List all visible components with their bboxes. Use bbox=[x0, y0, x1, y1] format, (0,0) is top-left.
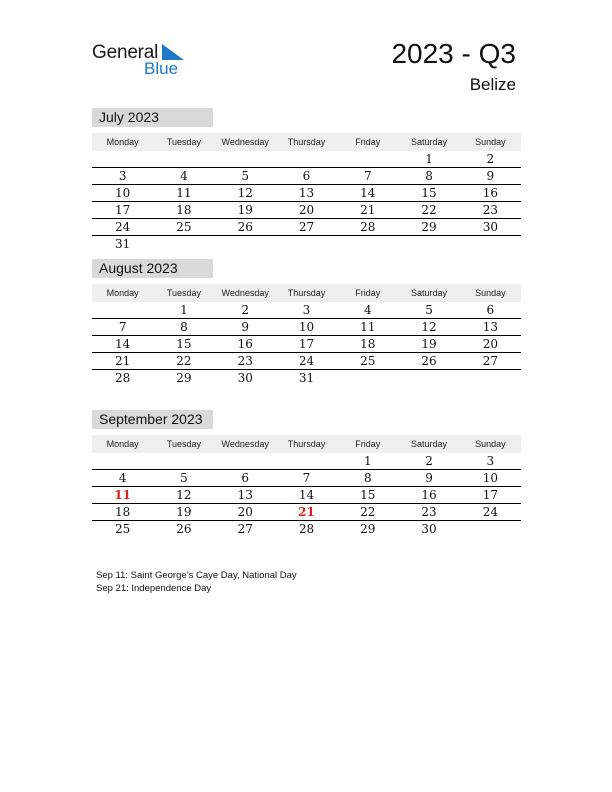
day-cell: 9 bbox=[425, 471, 433, 485]
day-cell: 17 bbox=[482, 488, 498, 502]
week-row bbox=[92, 370, 521, 386]
day-cell: 11 bbox=[360, 320, 376, 334]
day-cell: 29 bbox=[421, 220, 437, 234]
weekday-label: Saturday bbox=[411, 288, 448, 298]
day-cell: 5 bbox=[425, 303, 433, 317]
empty-day-cell bbox=[337, 370, 398, 386]
day-cell: 23 bbox=[237, 354, 253, 368]
day-cell: 15 bbox=[421, 186, 437, 200]
day-cell: 30 bbox=[237, 371, 253, 385]
empty-day-cell bbox=[398, 236, 459, 252]
day-cell: 30 bbox=[421, 522, 437, 536]
holiday-notes bbox=[96, 569, 297, 595]
month-block-july bbox=[92, 108, 521, 252]
day-cell: 12 bbox=[176, 488, 192, 502]
logo-word-general: General bbox=[92, 42, 159, 63]
day-cell: 10 bbox=[482, 471, 498, 485]
day-cell: 13 bbox=[482, 320, 498, 334]
week-row bbox=[92, 202, 521, 219]
day-cell: 1 bbox=[363, 454, 372, 468]
day-cell: 26 bbox=[237, 220, 253, 234]
day-cell: 18 bbox=[115, 505, 131, 519]
day-cell: 27 bbox=[482, 354, 498, 368]
day-cell: 28 bbox=[115, 371, 131, 385]
week-row bbox=[92, 521, 521, 537]
empty-day-cell bbox=[276, 236, 337, 252]
day-cell: 27 bbox=[298, 220, 315, 234]
day-cell: 22 bbox=[176, 354, 192, 368]
week-row bbox=[92, 319, 521, 336]
day-cell: 13 bbox=[298, 186, 315, 200]
day-cell: 13 bbox=[237, 488, 253, 502]
weekday-label: Monday bbox=[106, 288, 139, 298]
holiday-note: Sep 21: Independence Day bbox=[96, 583, 212, 594]
day-cell: 21 bbox=[115, 354, 131, 368]
weekday-label: Sunday bbox=[475, 137, 506, 147]
day-cell: 4 bbox=[180, 169, 188, 183]
week-row bbox=[92, 151, 521, 168]
empty-day-cell bbox=[92, 453, 153, 469]
month-label: August 2023 bbox=[92, 259, 213, 278]
day-cell: 18 bbox=[360, 337, 376, 351]
empty-day-cell bbox=[337, 236, 398, 252]
day-cell: 7 bbox=[363, 169, 372, 183]
weekday-label: Sunday bbox=[475, 288, 506, 298]
day-cell: 23 bbox=[482, 203, 498, 217]
week-row bbox=[92, 470, 521, 487]
weekday-label: Friday bbox=[355, 288, 381, 298]
day-cell: 19 bbox=[176, 505, 192, 519]
day-cell: 25 bbox=[360, 354, 376, 368]
day-cell: 29 bbox=[360, 522, 376, 536]
weekday-label: Sunday bbox=[475, 439, 506, 449]
day-cell: 12 bbox=[237, 186, 253, 200]
logo-word-blue: Blue bbox=[144, 59, 179, 78]
day-cell: 16 bbox=[421, 488, 437, 502]
day-cell: 10 bbox=[115, 186, 131, 200]
day-cell: 4 bbox=[118, 471, 127, 485]
week-row bbox=[92, 487, 521, 504]
day-cell: 26 bbox=[176, 522, 192, 536]
empty-day-cell bbox=[92, 151, 153, 167]
day-cell: 6 bbox=[302, 169, 311, 183]
day-cell: 20 bbox=[482, 337, 498, 351]
day-cell: 2 bbox=[425, 454, 433, 468]
day-cell: 5 bbox=[180, 471, 188, 485]
week-row bbox=[92, 453, 521, 470]
weekday-label: Tuesday bbox=[166, 137, 202, 147]
day-cell: 28 bbox=[298, 522, 315, 536]
day-cell: 31 bbox=[115, 237, 131, 251]
day-cell: 15 bbox=[360, 488, 376, 502]
empty-day-cell bbox=[153, 151, 214, 167]
week-row bbox=[92, 185, 521, 202]
day-cell: 7 bbox=[302, 471, 311, 485]
empty-day-cell bbox=[337, 151, 398, 167]
weekday-header bbox=[92, 133, 521, 151]
weekday-label: Wednesday bbox=[221, 137, 269, 147]
day-cell: 3 bbox=[302, 303, 311, 317]
day-cell: 11 bbox=[176, 186, 192, 200]
day-cell: 19 bbox=[421, 337, 437, 351]
weekday-label: Saturday bbox=[411, 137, 448, 147]
day-cell: 20 bbox=[237, 505, 253, 519]
day-cell: 10 bbox=[298, 320, 315, 334]
day-cell: 29 bbox=[176, 371, 192, 385]
day-cell: 6 bbox=[241, 471, 250, 485]
day-cell: 22 bbox=[421, 203, 437, 217]
day-cell: 3 bbox=[118, 169, 127, 183]
day-cell: 26 bbox=[421, 354, 437, 368]
week-row bbox=[92, 236, 521, 252]
empty-day-cell bbox=[153, 453, 214, 469]
weekday-label: Wednesday bbox=[221, 439, 269, 449]
day-cell: 16 bbox=[237, 337, 253, 351]
weekday-label: Friday bbox=[355, 439, 381, 449]
day-cell: 31 bbox=[298, 371, 315, 385]
day-cell: 3 bbox=[486, 454, 495, 468]
day-cell: 14 bbox=[360, 186, 376, 200]
week-row bbox=[92, 353, 521, 370]
weekday-label: Monday bbox=[106, 137, 139, 147]
weekday-header bbox=[92, 435, 521, 453]
week-row bbox=[92, 302, 521, 319]
day-cell: 15 bbox=[176, 337, 192, 351]
weekday-label: Monday bbox=[106, 439, 139, 449]
day-cell: 1 bbox=[425, 152, 433, 166]
day-cell: 23 bbox=[421, 505, 437, 519]
day-cell: 17 bbox=[298, 337, 315, 351]
day-cell: 8 bbox=[425, 169, 433, 183]
weekday-label: Friday bbox=[355, 137, 381, 147]
empty-day-cell bbox=[460, 521, 521, 537]
weekday-label: Tuesday bbox=[166, 288, 202, 298]
logo-triangle-icon bbox=[162, 44, 184, 60]
day-cell: 8 bbox=[180, 320, 188, 334]
weekday-label: Wednesday bbox=[221, 288, 269, 298]
week-row bbox=[92, 168, 521, 185]
day-cell: 24 bbox=[115, 220, 131, 234]
day-cell: 14 bbox=[115, 337, 131, 351]
day-cell: 4 bbox=[363, 303, 372, 317]
empty-day-cell bbox=[398, 370, 459, 386]
empty-day-cell bbox=[460, 236, 521, 252]
empty-day-cell bbox=[460, 370, 521, 386]
day-cell: 8 bbox=[363, 471, 372, 485]
day-cell: 25 bbox=[176, 220, 192, 234]
day-cell: 24 bbox=[298, 354, 315, 368]
day-cell: 5 bbox=[241, 169, 250, 183]
holiday-note: Sep 11: Saint George’s Caye Day, National Day bbox=[96, 570, 297, 581]
empty-day-cell bbox=[215, 453, 276, 469]
empty-day-cell bbox=[92, 302, 153, 318]
day-cell: 14 bbox=[298, 488, 315, 502]
month-label: July 2023 bbox=[92, 108, 213, 127]
week-row bbox=[92, 219, 521, 236]
weekday-header bbox=[92, 284, 521, 302]
day-cell: 28 bbox=[360, 220, 376, 234]
day-cell: 9 bbox=[241, 320, 250, 334]
weekday-label: Thursday bbox=[287, 137, 326, 147]
month-block-august bbox=[92, 259, 521, 386]
month-label: September 2023 bbox=[92, 410, 213, 429]
day-cell: 19 bbox=[237, 203, 253, 217]
day-cell: 7 bbox=[118, 320, 127, 334]
day-cell: 16 bbox=[482, 186, 498, 200]
day-cell: 20 bbox=[298, 203, 315, 217]
day-cell: 11 bbox=[114, 488, 131, 502]
empty-day-cell bbox=[215, 236, 276, 252]
day-cell: 6 bbox=[486, 303, 495, 317]
page-title: 2023 - Q3 bbox=[391, 38, 516, 69]
day-cell: 1 bbox=[180, 303, 188, 317]
weekday-label: Tuesday bbox=[166, 439, 202, 449]
day-cell: 2 bbox=[486, 152, 495, 166]
empty-day-cell bbox=[276, 151, 337, 167]
day-cell: 21 bbox=[298, 505, 315, 519]
day-cell: 25 bbox=[115, 522, 131, 536]
week-row bbox=[92, 504, 521, 521]
country-name: Belize bbox=[469, 75, 516, 94]
generalblue-logo bbox=[92, 40, 192, 80]
day-cell: 2 bbox=[241, 303, 250, 317]
day-cell: 17 bbox=[115, 203, 131, 217]
month-block-september bbox=[92, 410, 521, 537]
day-cell: 9 bbox=[486, 169, 495, 183]
weekday-label: Thursday bbox=[287, 288, 326, 298]
day-cell: 12 bbox=[421, 320, 437, 334]
day-cell: 24 bbox=[482, 505, 498, 519]
weekday-label: Thursday bbox=[287, 439, 326, 449]
empty-day-cell bbox=[276, 453, 337, 469]
day-cell: 22 bbox=[360, 505, 376, 519]
week-row bbox=[92, 336, 521, 353]
day-cell: 18 bbox=[176, 203, 192, 217]
day-cell: 30 bbox=[482, 220, 498, 234]
day-cell: 27 bbox=[237, 522, 253, 536]
weekday-label: Saturday bbox=[411, 439, 448, 449]
day-cell: 21 bbox=[360, 203, 376, 217]
empty-day-cell bbox=[215, 151, 276, 167]
empty-day-cell bbox=[153, 236, 214, 252]
